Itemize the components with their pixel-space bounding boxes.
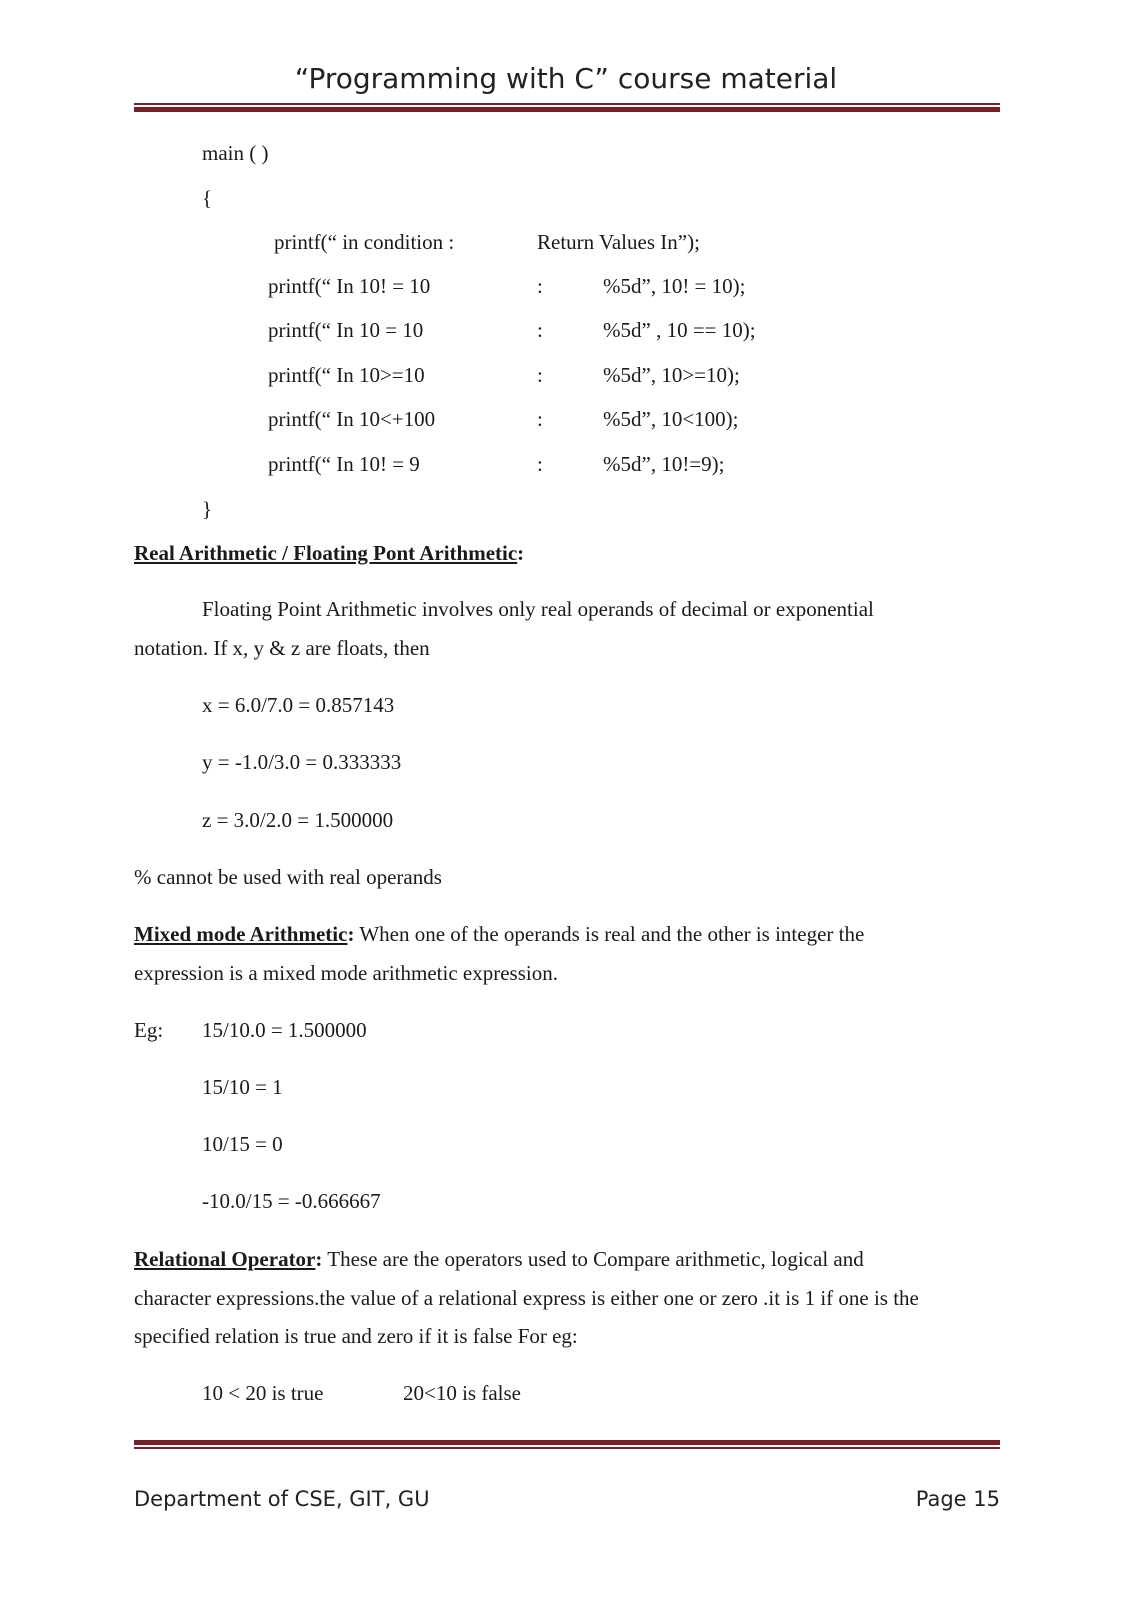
code-line-left: printf(“ In 10 = 10	[268, 318, 424, 342]
code-close-brace: }	[202, 497, 213, 521]
page-header-title: “Programming with C” course material	[294, 62, 838, 95]
code-line-right: %5d”, 10! = 10);	[603, 274, 746, 298]
code-line-sep: :	[537, 318, 543, 342]
header-rule-thick	[134, 107, 1000, 112]
mixed-mode-text: When one of the operands is real and the other is integer the	[354, 922, 865, 946]
code-line-left: printf(“ In 10<+100	[268, 407, 436, 431]
mixed-example: 10/15 = 0	[202, 1132, 283, 1156]
mixed-example: 15/10 = 1	[202, 1075, 283, 1099]
code-line-sep: :	[537, 452, 543, 476]
code-line-sep: :	[537, 407, 543, 431]
mixed-mode-line1	[134, 924, 864, 945]
code-main: main ( )	[202, 141, 269, 165]
heading-colon: :	[347, 922, 355, 946]
relational-line3: specified relation is true and zero if it is false For eg:	[134, 1324, 578, 1348]
relational-example-true: 10 < 20 is true	[202, 1381, 324, 1405]
code-line-sep: :	[537, 363, 543, 387]
relational-heading: Relational Operator	[134, 1247, 316, 1271]
real-example: y = -1.0/3.0 = 0.333333	[202, 750, 402, 774]
real-para-line1: Floating Point Arithmetic involves only real operands of decimal or exponential	[202, 597, 874, 621]
real-example: z = 3.0/2.0 = 1.500000	[202, 808, 394, 832]
real-para-line2: notation. If x, y & z are floats, then	[134, 636, 430, 660]
relational-text: These are the operators used to Compare arithmetic, logical and	[322, 1247, 864, 1271]
code-line-left: printf(“ In 10! = 9	[268, 452, 420, 476]
code-line-right: %5d” , 10 == 10);	[603, 318, 756, 342]
heading-colon: :	[315, 1247, 323, 1271]
code-line-sep: :	[537, 274, 543, 298]
code-line-left: printf(“ In 10>=10	[268, 363, 425, 387]
relational-line2: character expressions.the value of a relational express is either one or zero .it is 1 if one is the	[134, 1286, 919, 1310]
real-example: x = 6.0/7.0 = 0.857143	[202, 693, 395, 717]
code-line-left: printf(“ In 10! = 10	[268, 274, 431, 298]
header-rule-thin	[134, 103, 1000, 105]
relational-line1	[134, 1249, 864, 1270]
mixed-mode-heading: Mixed mode Arithmetic	[134, 922, 348, 946]
code-open-brace: {	[202, 186, 213, 210]
mixed-example: -10.0/15 = -0.666667	[202, 1189, 381, 1213]
footer-rule-thick	[134, 1440, 1000, 1445]
mixed-mode-line2: expression is a mixed mode arithmetic expression.	[134, 961, 558, 985]
relational-example-false: 20<10 is false	[403, 1381, 521, 1405]
code-line-left: printf(“ in condition :	[274, 230, 455, 254]
code-line-right: %5d”, 10>=10);	[603, 363, 740, 387]
code-line-right: %5d”, 10<100);	[603, 407, 739, 431]
real-note: % cannot be used with real operands	[134, 865, 442, 889]
footer-rule-thin	[134, 1447, 1000, 1449]
real-arithmetic-heading	[134, 543, 524, 564]
mixed-example: 15/10.0 = 1.500000	[202, 1018, 367, 1042]
code-line-right: Return Values In”);	[537, 230, 700, 254]
real-arithmetic-heading-text: Real Arithmetic / Floating Pont Arithmetic	[134, 541, 518, 565]
eg-label: Eg:	[134, 1018, 164, 1042]
footer-department: Department of CSE, GIT, GU	[134, 1487, 430, 1511]
code-line-right: %5d”, 10!=9);	[603, 452, 725, 476]
heading-colon: :	[517, 541, 525, 565]
footer-page-number: Page 15	[915, 1487, 1000, 1511]
